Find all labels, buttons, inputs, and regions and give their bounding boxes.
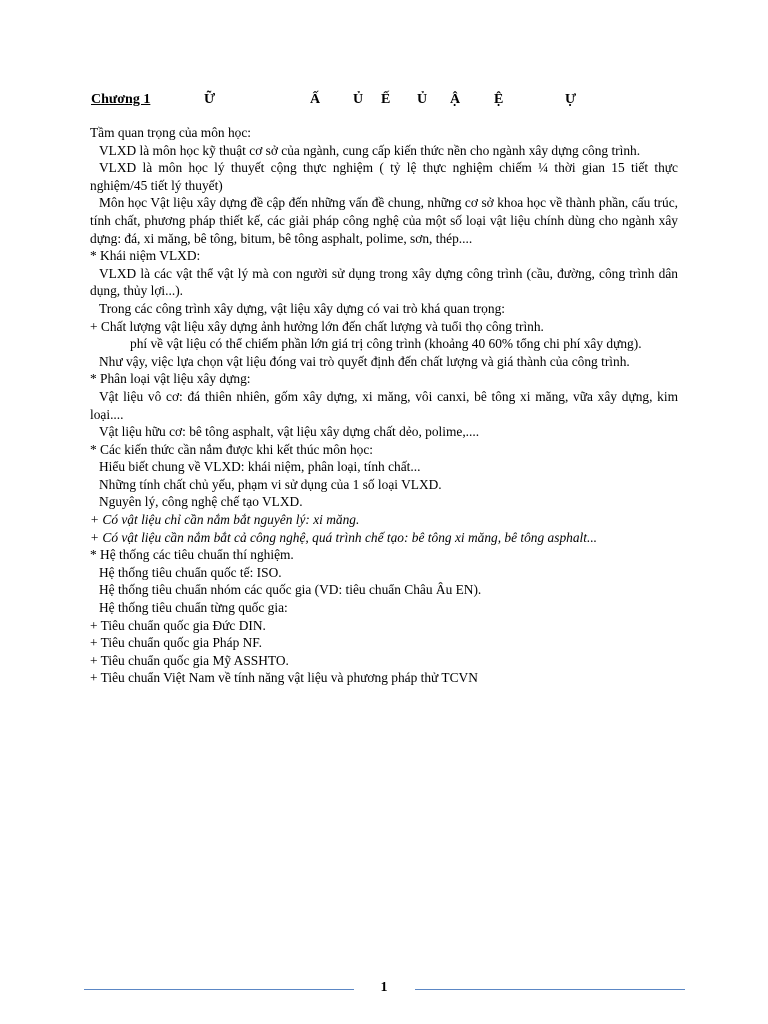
- heading-glyph: Ự: [565, 92, 577, 107]
- paragraph: VLXD là các vật thể vật lý mà con người sử dụng trong xây dựng công trình (cầu, đường, công trình dân dụng, thủy lợi...).: [90, 265, 678, 299]
- paragraph: Nguyên lý, công nghệ chế tạo VLXD.: [99, 494, 303, 510]
- paragraph: Hiểu biết chung về VLXD: khái niệm, phân loại, tính chất...: [99, 459, 421, 475]
- heading-glyph: Ế: [381, 92, 391, 107]
- chapter-label: Chương 1: [91, 92, 151, 107]
- section-heading: * Hệ thống các tiêu chuẩn thí nghiệm.: [90, 547, 294, 563]
- footer-rule-right: [415, 989, 685, 990]
- heading-glyph: Ữ: [204, 92, 216, 107]
- page-footer: [0, 980, 768, 1000]
- page-number: 1: [380, 980, 388, 995]
- section-heading: * Phân loại vật liệu xây dựng:: [90, 371, 251, 387]
- bullet-item: + Có vật liệu chỉ cần nắm bắt nguyên lý: xi măng.: [90, 512, 360, 528]
- paragraph: VLXD là môn học lý thuyết cộng thực nghiệm ( tỷ lệ thực nghiệm chiếm ¼ thời gian 15 tiết thực nghiệm/45 tiết lý thuyết): [90, 160, 678, 193]
- section-heading: * Các kiến thức cần nắm được khi kết thúc môn học:: [90, 441, 374, 457]
- heading-glyph: Ấ: [310, 92, 321, 107]
- bullet-item: + Chất lượng vật liệu xây dựng ảnh hưởng lớn đến chất lượng và tuổi thọ công trình.: [90, 318, 544, 334]
- section-heading: Tầm quan trọng của môn học:: [90, 125, 252, 140]
- paragraph: Như vậy, việc lựa chọn vật liệu đóng vai trò quyết định đến chất lượng và giá thành của công trình.: [99, 353, 630, 369]
- heading-glyph: Ậ: [450, 92, 461, 107]
- bullet-item: + Tiêu chuẩn quốc gia Pháp NF.: [90, 635, 262, 651]
- bullet-item: + Tiêu chuẩn quốc gia Mỹ ASSHTO.: [90, 652, 289, 668]
- heading-glyph: Ệ: [494, 92, 504, 107]
- paragraph: Vật liệu vô cơ: đá thiên nhiên, gốm xây dựng, xi măng, vôi canxi, bê tông xi măng, vữa xây dựng, kim loại....: [90, 388, 678, 422]
- paragraph: Hệ thống tiêu chuẩn từng quốc gia:: [99, 600, 288, 616]
- paragraph: phí về vật liệu có thể chiếm phần lớn giá trị công trình (khoảng 40 60% tổng chi phí xây dựng).: [130, 336, 642, 352]
- paragraph: VLXD là môn học kỹ thuật cơ sở của ngành, cung cấp kiến thức nền cho ngành xây dựng công trình.: [99, 142, 641, 158]
- paragraph: Hệ thống tiêu chuẩn nhóm các quốc gia (VD: tiêu chuẩn Châu Âu EN).: [99, 582, 482, 598]
- footer-rule-left: [84, 989, 354, 990]
- paragraph: Hệ thống tiêu chuẩn quốc tế: ISO.: [99, 564, 282, 580]
- heading-glyph: Ủ: [353, 92, 364, 107]
- bullet-item: + Tiêu chuẩn Việt Nam về tính năng vật liệu và phương pháp thử TCVN: [90, 670, 478, 686]
- section-heading: * Khái niệm VLXD:: [90, 248, 201, 264]
- paragraph: Vật liệu hữu cơ: bê tông asphalt, vật liệu xây dựng chất dẻo, polime,....: [99, 424, 480, 440]
- paragraph: Những tính chất chủ yếu, phạm vi sử dụng của 1 số loại VLXD.: [99, 476, 442, 492]
- bullet-item: + Có vật liệu cần nắm bắt cả công nghệ, quá trình chế tạo: bê tông xi măng, bê tông asphalt...: [90, 529, 598, 545]
- chapter-heading: [91, 92, 691, 110]
- bullet-item: + Tiêu chuẩn quốc gia Đức DIN.: [90, 617, 266, 633]
- body-text: [90, 124, 678, 687]
- paragraph: Trong các công trình xây dựng, vật liệu xây dựng có vai trò khá quan trọng:: [99, 300, 505, 316]
- heading-glyph: Ủ: [417, 92, 428, 107]
- paragraph: Môn học Vật liệu xây dựng đề cập đến những vấn đề chung, những cơ sở khoa học về thành phần, cấu trúc, tính chất, phương pháp thiết kế, các giải pháp công nghệ của một số loại vật liệu chính dùng cho ngành xây dựng: đá, xi măng, bê tông, bitum, bê tông asphalt, polime, sơn, thép....: [90, 195, 678, 246]
